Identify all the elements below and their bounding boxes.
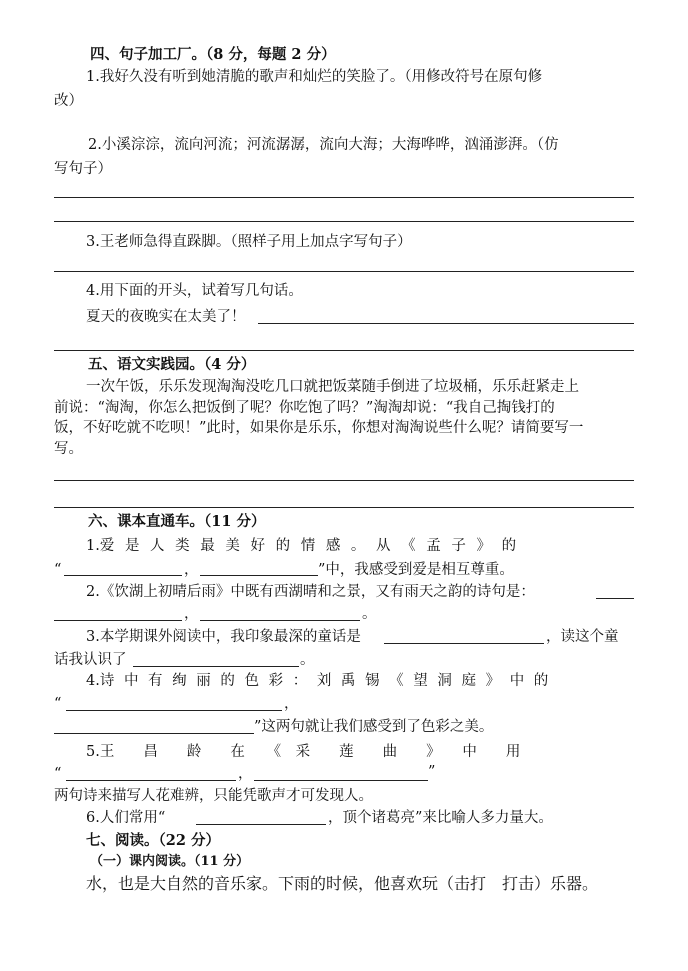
section-5-title: 五、语文实践园。（4 分） [88, 356, 256, 373]
blank-line[interactable] [196, 824, 326, 825]
s4-q1-line1: 1.我好久没有听到她清脆的歌声和灿烂的笑脸了。（用修改符号在原句修 [86, 69, 543, 85]
blank-line[interactable] [200, 620, 360, 621]
s6-q6-start: 6.人们常用“ [86, 810, 166, 826]
answer-line[interactable] [54, 221, 634, 222]
answer-line[interactable] [54, 507, 634, 508]
s5-para-line4: 写。 [54, 441, 83, 457]
answer-line[interactable] [54, 350, 634, 351]
s5-para-line3: 饭，不好吃就不吃呗！”此时，如果你是乐乐，你想对淘淘说些什么呢？请简要写一 [54, 420, 584, 436]
answer-line[interactable] [258, 323, 634, 324]
s6-q2-end: 。 [362, 606, 377, 622]
blank-line[interactable] [66, 710, 282, 711]
blank-line[interactable] [200, 575, 318, 576]
section-6-title: 六、课本直通车。（11 分） [88, 513, 266, 530]
s5-para-line1: 一次午饭，乐乐发现淘淘没吃几口就把饭菜随手倒进了垃圾桶，乐乐赶紧走上 [86, 379, 579, 395]
blank-line[interactable] [54, 733, 254, 734]
answer-line[interactable] [54, 480, 634, 481]
s6-q2-line1: 2.《饮湖上初晴后雨》中既有西湖晴和之景，又有雨天之韵的诗句是： [86, 584, 535, 600]
blank-line[interactable] [54, 620, 182, 621]
s4-q2-line1: 2.小溪淙淙，流向河流；河流潺潺，流向大海；大海哗哗，汹涌澎湃。（仿 [88, 137, 559, 153]
blank-line[interactable] [66, 780, 236, 781]
s4-q4: 4.用下面的开头，试着写几句话。 [86, 283, 303, 299]
answer-line[interactable] [54, 197, 634, 198]
s4-q4-start: 夏天的夜晚实在太美了！ [86, 309, 246, 325]
blank-line[interactable] [596, 598, 634, 599]
s6-q5-line1: 5.王 昌 龄 在 《 采 莲 曲 》 中 用 [86, 744, 521, 760]
s6-q5-close-quote: ” [428, 764, 436, 780]
s6-q6-end: ，顶个诸葛亮”来比喻人多力量大。 [328, 810, 553, 826]
section-7-title: 七、阅读。（22 分） [86, 832, 220, 849]
s6-q3-line1: 3.本学期课外阅读中，我印象最深的童话是 [86, 629, 361, 645]
blank-line[interactable] [384, 643, 544, 644]
s6-q1-comma: ， [184, 562, 199, 578]
s6-q4-comma: ， [284, 696, 299, 712]
s6-q1-line1: 1.爱 是 人 类 最 美 好 的 情 感 。 从 《 孟 子 》 的 [86, 538, 517, 554]
s6-q3-line1-end: ，读这个童 [546, 629, 619, 645]
s5-para-line2: 前说：“淘淘，你怎么把饭倒了呢？你吃饱了吗？”淘淘却说：“我自己掏钱打的 [54, 400, 555, 416]
blank-line[interactable] [133, 666, 299, 667]
s7-para-line1: 水，也是大自然的音乐家。下雨的时候，他喜欢玩（击打 打击）乐器。 [86, 874, 599, 893]
s4-q3: 3.王老师急得直跺脚。（照样子用上加点字写句子） [86, 234, 412, 250]
s7-subtitle: （一）课内阅读。（11 分） [90, 854, 250, 869]
s4-q1-line2: 改） [54, 93, 83, 109]
section-4-title: 四、句子加工厂。（8 分，每题 2 分） [90, 46, 336, 63]
s6-q1-open-quote: “ [54, 562, 62, 578]
s6-q5-line3: 两句诗来描写人花难辨，只能凭歌声才可发现人。 [54, 788, 373, 804]
s6-q5-comma: ， [238, 766, 253, 782]
s6-q1-end: ”中，我感受到爱是相互尊重。 [318, 562, 514, 578]
s6-q4-end: ”这两句就让我们感受到了色彩之美。 [254, 719, 494, 735]
blank-line[interactable] [254, 780, 428, 781]
s6-q3-line2-end: 。 [300, 652, 315, 668]
s6-q4-line1: 4.诗 中 有 绚 丽 的 色 彩 ： 刘 禹 锡 《 望 洞 庭 》 中 的 [86, 673, 549, 689]
answer-line[interactable] [54, 271, 634, 272]
blank-line[interactable] [64, 575, 182, 576]
s6-q5-open-quote: “ [54, 766, 62, 782]
s6-q4-open-quote: “ [54, 696, 62, 712]
s4-q2-line2: 写句子） [54, 161, 112, 177]
s6-q2-comma: ， [184, 606, 199, 622]
s6-q3-line2: 话我认识了 [54, 652, 127, 668]
